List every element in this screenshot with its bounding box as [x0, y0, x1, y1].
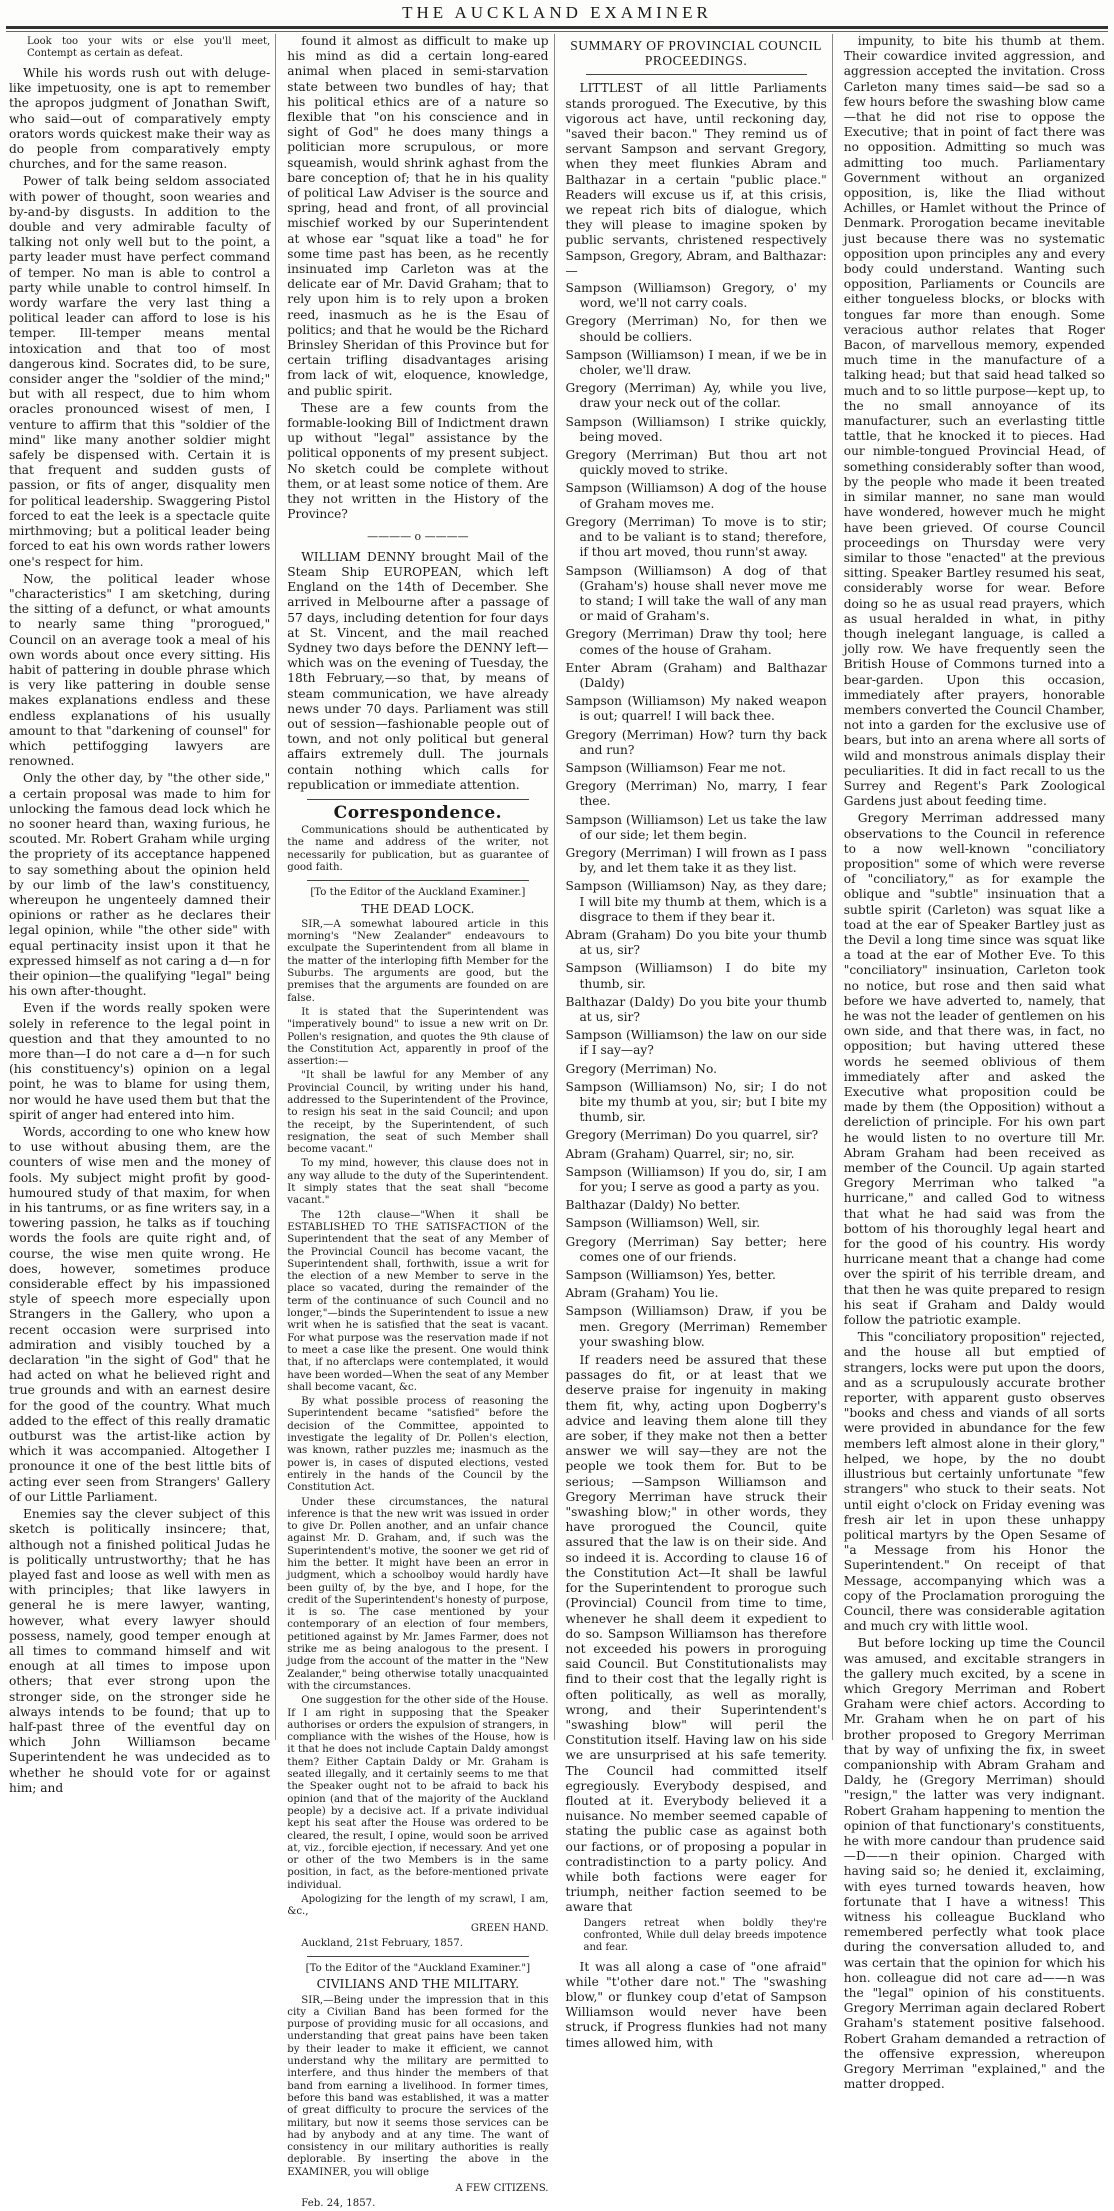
col2-para-1: found it almost as difficult to make up his mind as did a certain long-eared animal when placed in semi-starvation state between two bundles of hay; that his political ethics are of a nature so flexible that "on his conscience and in sight of God" he does many things a politician more scrupulous, or more squeamish, would shrink aghast from the bare conception of; that he in his quality of political Law Adviser is the source and spring, head and front, of all provincial mischief worked by our Superintendent at whose ear "squat like a toad" he for some time past has been, as he recently insinuated imp Carleton was at the delicate ear of Mr. David Graham; that to rely upon him is to rely upon a broken reed, inasmuch as he is the Esau of politics; and that he would be the Richard Brinsley Sheridan of this Province but for certain trifling disadvantages arising from lack of wit, eloquence, knowledge, and public spirit.: [287, 34, 549, 398]
dialogue-line: Sampson (Williamson) Let us take the law of our side; let them begin.: [565, 812, 827, 842]
dialogue-line: Gregory (Merriman) Say better; here comes one of our friends.: [565, 1234, 827, 1264]
col2-para-2: These are a few counts from the formable-looking Bill of Indictment drawn up without "legal" assistance by the political opponents of my present subject. No sketch could be complete without them, or at least some notice of them. Are they not written in the History of the Province?: [287, 400, 549, 522]
letter1-body-9: Apologizing for the length of my scrawl, I am, &c.,: [287, 1894, 549, 1918]
col1-para-3: Now, the political leader whose "characteristics" I am sketching, during the sitting of a defunct, or what amounts to nearly same thing "prorogued," Council on an average took a meal of his own words about once every sitting. His habit of pattering in double phrase which is very like pattering in double sense makes explanations endless and these endless explanations of his usually amount to that "darkening of counsel" for which pettifogging lawyers are renowned.: [9, 571, 271, 769]
dialogue-line: Gregory (Merriman) But thou art not quickly moved to strike.: [565, 448, 827, 478]
col1-para-5: Even if the words really spoken were solely in reference to the legal point in question and that they amounted to no more than—I do not care a d—n for such (his constituency's) opinion on a legal point, he was to blame for using them, nor would he have used them but that the spirit of anger had entered into him.: [9, 1001, 271, 1122]
letter1-body-8: One suggestion for the other side of the House. If I am right in supposing that the Speaker authorises or orders the expulsion of strangers, in compliance with the wishes of the House, how is it that he does not include Captain Daldy amongst them? Either Captain Daldy or Mr. Graham is seated illegally, and it certainly seems to me that the Speaker ought not to be afraid to back his opinion (and that of the majority of the Auckland people) by a decisive act. If a private individual kept his seat after the House was ordered to be cleared, the result, I opine, would soon be arrived at, viz., forcible ejection, if necessary. And yet one or other of the two Members is in the same position, in fact, as the before-mentioned private individual.: [287, 1695, 549, 1891]
summary-rule: [586, 74, 807, 75]
letter1-title: THE DEAD LOCK.: [361, 901, 475, 916]
dialogue-line: Sampson (Williamson) the law on our side if I say—ay?: [565, 1028, 827, 1058]
dialogue-line: Sampson (Williamson) Yes, better.: [565, 1268, 776, 1283]
dialogue-line: Sampson (Williamson) Gregory, o' my word, we'll not carry coals.: [565, 281, 827, 311]
col1-para-1: While his words rush out with deluge-like impetuosity, one is apt to remember the apropos judgment of Jonathan Swift, who said—out of comparatively empty orators words quickest make their way as do people from comparatively empty churches, and for the same reason.: [9, 66, 271, 172]
letter1-body-4: To my mind, however, this clause does not in any way allude to the duty of the Superintendent. It simply states that the seat shall "become vacant.": [287, 1158, 549, 1207]
dialogue-line: Gregory (Merriman) No.: [565, 1061, 717, 1076]
letter1-body-2: It is stated that the Superintendent was "imperatively bound" to issue a new writ on Dr. Pollen's resignation, and quotes the 9th clause of the Constitution Act, apparently in proof of the assertion:—: [287, 1006, 549, 1068]
section-rule-2: [307, 880, 528, 881]
col2-para-3: WILLIAM DENNY brought Mail of the Steam Ship EUROPEAN, which left England on the 14th of December. She arrived in Melbourne after a passage of 57 days, including detention for four days at St. Vincent, and the mail reached Sydney two days before the DENNY left—which was on the evening of Tuesday, the 18th February,—so that, by means of steam communication, we have already news under 70 days. Parliament was still out of session—fashionable people out of town, and not only political but general affairs extremely dull. The journals contain nothing which calls for republication or immediate attention.: [287, 549, 549, 792]
col1-para-7: Enemies say the clever subject of this sketch is politically insincere; that, although not a finished political Judas he is politically untrustworthy; that he has played fast and loose as well with men as with principles; that like lawyers in general he is mere lawyer, wanting, however, what every lawyer should possess, namely, good temper enough at all times to command himself and wit enough at all times to impose upon others; that ever strong upon the stronger side, on the stronger side he always intends to be found; that up to half-past three of the eventful day on which John Williamson became Superintendent he was undecided as to whether he should vote for or against him; and: [9, 1507, 271, 1795]
dialogue-line: Sampson (Williamson) Well, sir.: [565, 1216, 761, 1231]
letter2-title: CIVILIANS AND THE MILITARY.: [316, 1977, 520, 1992]
col1-para-2: Power of talk being seldom associated with power of thought, soon wearies and by-and-by disgusts. In addition to the double and very admirable faculty of talking not only well but to the point, a party leader must have perfect command of temper. No man is able to control a party while unable to control himself. In wordy warfare the very last thing a political leader can afford to lose is his temper. Ill-temper means mental intoxication and that too of most dangerous kind. Socrates did, to be sure, consider anger the "soldier of the mind;" but with all respect, due to him whom oracles pronounced wisest of men, I venture to affirm that this "soldier of the mind" like many another soldier might safely be dispensed with. Certain it is that frequent and sudden gusts of passion, or fits of anger, disquality men for political leadership. Swaggering Pistol forced to eat the leek is a spectacle quite mirthmoving; but a political leader being forced to eat his own words rather lowers one's respect for him.: [9, 174, 271, 569]
dialogue-line: Gregory (Merriman) Draw thy tool; here comes of the house of Graham.: [565, 627, 827, 657]
column-2: [282, 34, 554, 2210]
letter2-date: Feb. 24, 1857.: [301, 2198, 376, 2210]
masthead-rule: [6, 26, 1108, 29]
col1-para-4: Only the other day, by "the other side," a certain proposal was made to him for unlocking the famous dead lock which he no sooner heard than, waxing furious, he scouted. Mr. Robert Graham while urging the propriety of its acceptance happened to say something about the opinion held by our limb of the law's constituency, whereupon he ungenteely damned their opinions or rather as he declares their legal opinion, while "the other side" with equal pertinacity insist upon it that he expressed himself as not caring a d—n for their opinion—the qualifying "legal" being his own after-thought.: [9, 771, 271, 999]
letter1-date: Auckland, 21st February, 1857.: [301, 1937, 463, 1949]
dialogue-line: Abram (Graham) Quarrel, sir; no, sir.: [565, 1146, 795, 1161]
summary-end: It was all along a case of "one afraid" while "t'other dare not." The "swashing blow," or flunkey coup d'etat of Sampson Williamson would never have been struck, if Progress flunkies had not many times allowed him, with: [565, 1959, 827, 2050]
dialogue-line: Gregory (Merriman) No, marry, I fear thee.: [565, 779, 827, 809]
letter1-to: [To the Editor of the Auckland Examiner.]: [310, 887, 526, 899]
dialogue-line: Sampson (Williamson) Draw, if you be men. Gregory (Merriman) Remember your swashing blow.: [565, 1304, 827, 1349]
summary-para: If readers need be assured that these passages do fit, or at least that we deserve praise for ingenuity in making them fit, why, acting upon Dogberry's advice and leaving them alone till they are sober, if they make not then a better answer we will say—they are not the people we took them for. But to be serious; —Sampson Williamson and Gregory Merriman have struck their "swashing blow;" in other words, they have prorogued the Council, quite assured that the law is on their side. And so indeed it is. According to clause 16 of the Constitution Act—It shall be lawful for the Superintendent to prorogue such (Provincial) Council from time to time, whenever he shall deem it expedient to do so. Sampson Williamson has therefore not exceeded his powers in proroguing said Council. But Constitutionalists may find to their cost that the legally right is often politically, as well as morally, wrong, and their Superintendent's "swashing blow" will peril the Constitution itself. Having law on his side we are unsurprised at his safe temerity. The Council had committed itself egregiously. Everybody despised, and flouted at it. Everybody believed it a nuisance. No member seemed capable of stating the public case as against both our factions, or of proposing a popular in contradistinction to a party policy. And while both factions were eager for triumph, neither faction seemed to be aware that: [565, 1353, 827, 1915]
epigraph: Look too your wits or else you'll meet, Contempt as certain as defeat.: [27, 36, 271, 59]
col4-para-4: But before locking up time the Council was amused, and excitable strangers in the gallery much excited, by a scene in which Gregory Merriman and Robert Graham were chief actors. According to Mr. Graham when he on part of his brother proposed to Gregory Merriman that by way of unfixing the fix, in sweet companionship with Abram Graham and Daldy, he (Gregory Merriman) should "resign," the latter was very indignant. Robert Graham happening to mention the opinion of that functionary's constituents, he with more candour than prudence said—D——n their opinion. Charged with having said so; he denied it, exclaiming, with eyes turned towards heaven, how fortunate that I have a witness! This witness his colleague Buckland who remembered perfectly what took place during the conversation alluded to, and was certain that the opinion for which his hon. colleague did not care ad——n was the "legal" opinion of his constituents. Gregory Merriman again declared Robert Graham's statement positive falsehood. Robert Graham demanded a retraction of the offensive expression, whereupon Gregory Merriman "explained," and the matter dropped.: [843, 1636, 1105, 2092]
dialogue-line: Gregory (Merriman) To move is to stir; and to be valiant is to stand; therefore, if thou art moved, thou runn'st away.: [565, 514, 827, 560]
col4-para-3: This "conciliatory proposition" rejected, and the house all but emptied of strangers, locks were put upon the doors, and as a scrupulously accurate brother reporter, with apparent gusto observes "books and chess and viands of all sorts were provided in abundance for the few members left almost alone in their glory," helped, we hope, by the no doubt illustrious but certainly unfortunate "few strangers" who stuck to their seats. Not until eight o'clock on Friday evening was fresh air let in upon these unhappy political martyrs by the Open Sesame of "a Message from his Honor the Superintendent." On receipt of that Message, accompanying which was a copy of the Proclamation proroguing the Council, there was considerable agitation and much cry with little wool.: [843, 1330, 1105, 1634]
column-4: [839, 34, 1110, 2092]
dialogue-line: Balthazar (Daldy) Do you bite your thumb at us, sir?: [565, 994, 827, 1024]
letter1-body-1: SIR,—A somewhat laboured article in this morning's "New Zealander" endeavours to exculpate the Superintendent from all blame in the matter of the interloping fifth Member for the Suburbs. The arguments are good, but the premises that the arguments are founded on are false.: [287, 918, 549, 1004]
summary-verse: Dangers retreat when boldly they're confronted, While dull delay breeds impotence and fear.: [583, 1917, 827, 1953]
dialogue-line: Sampson (Williamson) I mean, if we be in choler, we'll draw.: [565, 347, 827, 378]
dialogue-line: Sampson (Williamson) I do bite my thumb, sir.: [565, 961, 827, 991]
masthead: THE AUCKLAND EXAMINER: [402, 3, 712, 22]
dialogue-line: Gregory (Merriman) Do you quarrel, sir?: [565, 1128, 819, 1143]
columns: [4, 34, 1110, 2210]
dialogue-line: Sampson (Williamson) I strike quickly, being moved.: [565, 414, 827, 444]
dialogue-line: Sampson (Williamson) A dog of that (Graham's) house shall never move me to stand; I will take the wall of any man or maid of Graham's.: [565, 563, 827, 624]
dialogue-line: Sampson (Williamson) Fear me not.: [565, 760, 786, 775]
letter1-signature: GREEN HAND.: [470, 1922, 549, 1934]
letter1-body-3: "It shall be lawful for any Member of any Provincial Council, by writing under his hand, addressed to the Superintendent of the Province, to resign his seat in the said Council; and upon the receipt, by the Superintendent, of such resignation, the seat of such Member shall become vacant.": [287, 1070, 549, 1156]
section-rule-3: [307, 1956, 528, 1957]
dialogue-line: Abram (Graham) Do you bite your thumb at us, sir?: [565, 927, 827, 958]
summary-heading: SUMMARY OF PROVINCIAL COUNCIL PROCEEDINGS.: [570, 38, 822, 69]
col4-para-1: impunity, to bite his thumb at them. Their cowardice invited aggression, and aggression accepted the invitation. Cross Carleton many times said—be sad so a few hours before the swashing blow came—that he did not rise to oppose the Executive; that in point of fact there was no opposition. Admitting so much was admitting too much. Parliamentary Government without an organized opposition, is, like the Iliad without Achilles, or Hamlet without the Prince of Denmark. Prorogation became inevitable just because there was no systematic opposition upon principles any and every body could understand. Wanting such opposition, Parliaments or Councils are either tongueless blocks, or blocks with tongues far more than enough. Some veracious author relates that Roger Bacon, of marvellous memory, expended much time in the manufacture of a talking head; but that said head talked so much and to so little purpose—kept up, to the no small annoyance of its manufacturer, such an everlasting tittle tattle, that he knocked it to pieces. Had our nimble-tongued Provincial Head, of something considerably softer than wood, by the people who made it been treated in similar manner, no sane man would have wondered, however much he might have been grieved. Of course Council proceedings on Thursday were very similar to those "enacted" at the previous sitting. Speaker Bartley resumed his seat, considerably worse for wear. Before doing so he as usual read prayers, which as usual heralded in what, in pithy though inelegant language, is called a jolly row. We have frequently seen the British House of Commons turned into a bear-garden. Upon this occasion, immediately after prayers, honorable members converted the Council Chamber, not into a garden for the exclusive use of bears, but into an arena where all sorts of wild and monstrous animals display their peculiarities. It did in fact recall to us the Surrey and Regent's Park Zoological Gardens just about feeding time.: [843, 34, 1105, 809]
letter2-body: SIR,—Being under the impression that in this city a Civilian Band has been formed for the purpose of providing music for all occasions, and understanding that great pains have been taken by their leader to make it efficient, we cannot understand why the military are permitted to interfere, and thus hinder the members of that band from earning a livelihood. In former times, before this band was established, it was a matter of great difficulty to procure the services of the military, but now it seems those services can be had by anybody and at any time. The want of consistency in our military authorities is really deplorable. By inserting the above in the EXAMINER, you will oblige: [287, 1994, 549, 2178]
dialogue-line: Gregory (Merriman) I will frown as I pass by, and let them take it as they list.: [565, 845, 827, 876]
dialogue-line: Sampson (Williamson) No, sir; I do not bite my thumb at you, sir; but I bite my thumb, sir.: [565, 1079, 827, 1125]
dialogue-line: Enter Abram (Graham) and Balthazar (Daldy): [565, 660, 827, 690]
masthead-rule-thin: [6, 31, 1108, 32]
column-3: [561, 34, 833, 2050]
dialogue-line: Gregory (Merriman) How? turn thy back and run?: [565, 727, 827, 757]
dialogue-line: Balthazar (Daldy) No better.: [565, 1198, 741, 1213]
section-rule: [307, 799, 528, 800]
letter2-signature: A FEW CITIZENS.: [455, 2183, 549, 2195]
dialogue-line: Sampson (Williamson) My naked weapon is out; quarrel! I will back thee.: [565, 694, 827, 724]
letter1-body-5: The 12th clause—"When it shall be ESTABLISHED TO THE SATISFACTION of the Superintendent that the seat of any Member of the Provincial Council has become vacant, the Superintendent shall, forthwith, issue a writ for the election of a new Member to serve in the place so vacated, during the remainder of the term of the continuance of such Council and no longer,"—binds the Superintendent to issue a new writ when he is satisfied that the seat is vacant. For what purpose was the reservation made if not to meet a case like the present. One would think that, if no afterclaps were contemplated, it would have been worded—When the seat of any Member shall become vacant, &c.: [287, 1209, 549, 1393]
dialogue-line: Sampson (Williamson) Nay, as they dare; I will bite my thumb at them, which is a disgrace to them if they bear it.: [565, 879, 827, 924]
correspondence-heading: Correspondence.: [333, 802, 503, 823]
column-1: [4, 34, 276, 1795]
letter1-body-7: Under these circumstances, the natural inference is that the new writ was issued in order to give Dr. Pollen another, and an unfair chance against Mr. D. Graham, and, if such was the Superintendent's motive, the sooner we get rid of him the better. It might have been an error in judgment, which a schoolboy would hardly have been guilty of, by the bye, and I hope, for the credit of the Superintendent's honesty of purpose, it is so. The case mentioned by your contemporary of an election of four members, petitioned against by Mr. James Farmer, does not strike me as being analogous to the present. I judge from the account of the matter in the "New Zealander," being otherwise totally unacquainted with the circumstances.: [287, 1496, 549, 1692]
col1-para-6: Words, according to one who knew how to use without abusing them, are the counters of wise men and the money of fools. My subject might profit by good-humoured study of that maxim, for when in his tantrums, or as fine writers say, in a towering passion, he talks as if touching words the fools are quite right and, of course, the wise men quite wrong. He does, however, sometimes produce considerable effect by his impassioned style of speech more especially upon Strangers in the Gallery, who upon a recent occasion were surprised into admiration and visibly touched by a declaration "in the sight of God" that he had acted on what he believed right and true grounds and with an earnest desire for the good of the country. What much added to the effect of this really dramatic outburst was the artist-like action by which it was accompanied. Altogether I pronounce it one of the best little bits of acting ever seen from Strangers' Gallery of our Little Parliament.: [9, 1125, 271, 1504]
col4-para-2: Gregory Merriman addressed many observations to the Council in reference to a now well-known "conciliatory proposition" some of which were reverse of "conciliatory," as for example the oblique and "subtle" insinuation that a subtle spirit (Carleton) was squat like a toad at the ear of Speaker Bartley just as the Devil a long time since was squat like a toad at the ear of Mother Eve. To this "conciliatory" insinuation, Carleton took no notice, but rose and then said what before we have adverted to, namely, that he was not the leader of gentlemen on his own side, and that there was, in fact, no opposition; but having uttered these words he seemed oblivious of them immediately after and asked the Executive what proposition could be made by them (the Opposition) without a dereliction of principle. For his own part he would listen to no overture till Mr. Abram Graham had been received as member of the Council. Up again started Gregory Merriman who talked "a hurricane," and called God to witness that what he had said was from the bottom of his thoroughly legal heart and for the good of his country. His wordy hurricane meant that a change had come over the spirit of his terrible dream, and that then he was quite prepared to resign his seat if Graham and Daldy would follow the patriotic example.: [843, 811, 1105, 1328]
letter1-body-6: By what possible process of reasoning the Superintendent became "satisfied" before the decision of the Committee, appointed to investigate the legality of Dr. Pollen's election, was known, rather puzzles me; inasmuch as the power is, in cases of disputed elections, vested entirely in the hands of the Council by the Constitution Act.: [287, 1396, 549, 1494]
divider-ornament: ———— o ————: [367, 529, 469, 543]
dialogue-line: Sampson (Williamson) If you do, sir, I am for you; I serve as good a party as you.: [565, 1164, 827, 1195]
dialogue-line: Abram (Graham) You lie.: [565, 1286, 719, 1301]
letter2-to: [To the Editor of the "Auckland Examiner."]: [305, 1963, 531, 1975]
dialogue-line: Gregory (Merriman) Ay, while you live, draw your neck out of the collar.: [565, 381, 827, 411]
correspondence-notice: Communications should be authenticated by the name and address of the writer, not necessarily for publication, but as guarantee of good faith.: [287, 825, 549, 874]
summary-intro: LITTLEST of all little Parliaments stands prorogued. The Executive, by this vigorous act have, until reckoning day, "saved their bacon." They remind us of servant Sampson and servant Gregory, when they meet flunkies Abram and Balthazar in a certain "public place." Readers will excuse us if, at this crisis, we repeat rich bits of dialogue, which they will please to imagine spoken by public servants, christened respectively Sampson, Gregory, Abram, and Balthazar:—: [565, 81, 827, 278]
dialogue-line: Gregory (Merriman) No, for then we should be colliers.: [565, 314, 827, 344]
dialogue-line: Sampson (Williamson) A dog of the house of Graham moves me.: [565, 481, 827, 511]
